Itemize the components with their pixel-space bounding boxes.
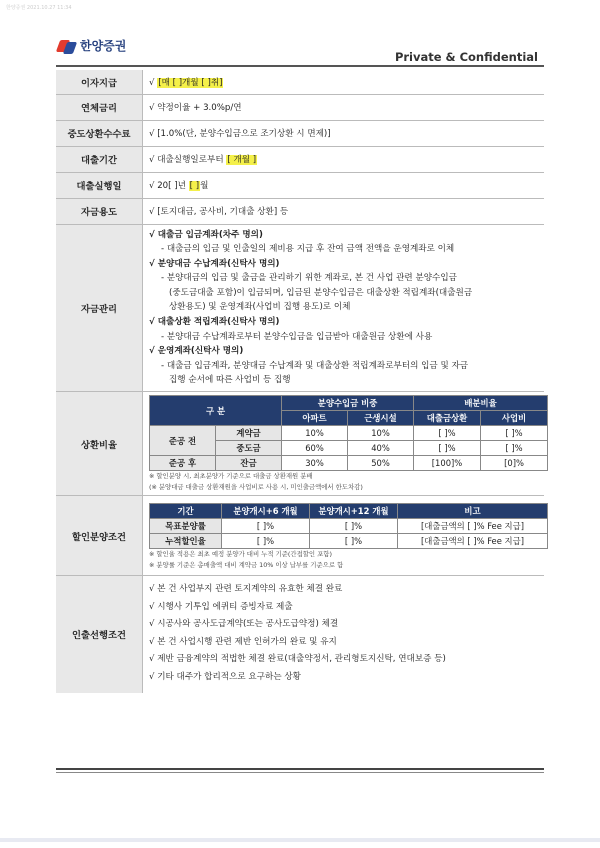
repayment-ratio-table <box>149 395 548 471</box>
confidential-label: Private & Confidential <box>394 50 538 64</box>
table-row <box>150 534 548 549</box>
faint-watermark: 한양증권 2021.10.27 11:34 <box>6 5 72 11</box>
table-row <box>150 426 548 441</box>
row-repayment-ratio <box>56 392 544 496</box>
row-name: 중도금 <box>216 441 282 456</box>
exec-suffix: 월 <box>200 181 209 191</box>
cell: [대출금액의 [ ]% Fee 지급] <box>398 519 548 534</box>
row-label: 상환비율 <box>56 392 143 496</box>
cell: 10% <box>282 426 348 441</box>
footnote: ※ 분양률 기준은 총매출액 대비 계약금 10% 이상 납부를 기준으로 함 <box>149 561 344 570</box>
row-interest <box>56 70 544 94</box>
row-label: 자금용도 <box>56 198 143 224</box>
fund-management-list <box>149 225 544 392</box>
cell: [0]% <box>481 456 548 471</box>
list-item-title: √ 대출금 입금계좌(차주 명의) <box>149 229 263 240</box>
row-label: 할인분양조건 <box>56 496 143 576</box>
prepay-value: √ [1.0%(단, 분양수입금으로 조기상환 시 면제)] <box>143 120 545 146</box>
exec-prefix: √ 20[ ]년 <box>149 181 186 191</box>
list-item-desc: 집행 순서에 따른 사업비 등 집행 <box>169 375 291 386</box>
discount-table <box>149 503 548 549</box>
term-sheet-table <box>56 70 544 693</box>
list-item: √ 본 건 사업시행 관련 제반 인허가의 완료 및 유지 <box>149 636 337 647</box>
list-item: √ 본 건 사업부지 관련 토지계약의 유효한 체결 완료 <box>149 584 343 595</box>
cell: [ ]% <box>481 441 548 456</box>
header-apartment: 아파트 <box>282 411 348 426</box>
cell: [ ]% <box>310 519 398 534</box>
row-usage <box>56 198 544 224</box>
row-label: 대출기간 <box>56 146 143 172</box>
row-name: 계약금 <box>216 426 282 441</box>
row-label: 이자지급 <box>56 70 143 94</box>
cell: 50% <box>348 456 414 471</box>
header-sales: 분양수입금 비중 <box>282 396 414 411</box>
row-exec <box>56 172 544 198</box>
overdue-value: √ 약정이율 + 3.0%p/연 <box>143 94 545 120</box>
footer-divider-thin <box>56 772 544 773</box>
list-item-desc: - 대출금의 입금 및 인출일의 제비용 지급 후 잔여 금액 전액을 운영계좌로 이체 <box>161 244 455 255</box>
footnote: ※ 할인율 적용은 최초 예정 분양가 대비 누적 기준(간접할인 포함) <box>149 550 332 559</box>
cell: 30% <box>282 456 348 471</box>
list-item-desc: 상환용도) 및 운영계좌(사업비 집행 용도)로 이체 <box>169 302 351 313</box>
scan-edge <box>0 838 600 842</box>
header-divider <box>56 65 544 67</box>
period-prefix: √ 대출실행일로부터 <box>149 155 224 165</box>
cell: [ ]% <box>481 426 548 441</box>
row-period <box>56 146 544 172</box>
list-item-title: √ 운영계좌(신탁사 명의) <box>149 346 244 357</box>
row-name: 누적할인율 <box>150 534 222 549</box>
after-completion-label: 준공 후 <box>150 456 216 471</box>
cell: 10% <box>348 426 414 441</box>
header-12-months: 분양개시+12 개월 <box>310 504 398 519</box>
list-item-title: √ 분양대금 수납계좌(신탁사 명의) <box>149 258 280 269</box>
header-loan-repay: 대출금상환 <box>414 411 481 426</box>
row-label: 자금관리 <box>56 224 143 392</box>
header-living-facility: 근생시설 <box>348 411 414 426</box>
cell: [ ]% <box>414 426 481 441</box>
header-remarks: 비고 <box>398 504 548 519</box>
cell: [ ]% <box>222 519 310 534</box>
footnote: ※ 할인분양 시, 최초분양가 기준으로 대출금 상환재원 분배 <box>149 472 313 481</box>
company-logo <box>58 37 126 54</box>
before-completion-label: 준공 전 <box>150 426 216 456</box>
cell: [100]% <box>414 456 481 471</box>
exec-value: [ ] <box>189 181 200 191</box>
cell: [ ]% <box>222 534 310 549</box>
list-item-desc: - 대출금 입금계좌, 분양대금 수납계좌 및 대출상환 적립계좌로부터의 입금 및 자금 <box>161 360 469 371</box>
footer-divider <box>56 768 544 770</box>
row-prepay <box>56 120 544 146</box>
row-name: 목표분양률 <box>150 519 222 534</box>
cell: 40% <box>348 441 414 456</box>
table-row <box>150 456 548 471</box>
cell: 60% <box>282 441 348 456</box>
logo-icon <box>58 38 76 54</box>
period-value: [ 개월 ] <box>227 155 257 165</box>
header-distribution: 배분비율 <box>414 396 548 411</box>
interest-value: [매 [ ]개월 [ ]취] <box>158 77 223 88</box>
list-item: √ 제반 금융계약의 적법한 체결 완료(대출약정서, 관리형토지신탁, 연대보증 등) <box>149 654 446 665</box>
logo-text: 한양증권 <box>80 39 127 53</box>
list-item-desc: - 분양대금 수납계좌로부터 분양수입금을 입금받아 대출원금 상환에 사용 <box>161 331 433 342</box>
header-6-months: 분양개시+6 개월 <box>222 504 310 519</box>
row-discount-conditions <box>56 496 544 576</box>
list-item: √ 시공사와 공사도급계약(또는 공사도급약정) 체결 <box>149 619 339 630</box>
list-item-title: √ 대출상환 적립계좌(신탁사 명의) <box>149 317 280 328</box>
list-item-desc: - 분양대금의 입금 및 출금을 관리하기 위한 계좌로, 본 건 사업 관련 분양수입금 <box>161 273 457 284</box>
row-label: 인출선행조건 <box>56 576 143 693</box>
list-item-desc: (중도금대출 포함)이 입금되며, 입금된 분양수입금은 대출상환 적립계좌(대출원금 <box>169 287 473 298</box>
header-category: 구 분 <box>150 396 282 426</box>
row-label: 중도상환수수료 <box>56 120 143 146</box>
header-business-cost: 사업비 <box>481 411 548 426</box>
conditions-list <box>149 576 544 693</box>
row-label: 대출실행일 <box>56 172 143 198</box>
row-label: 연체금리 <box>56 94 143 120</box>
cell: [ ]% <box>414 441 481 456</box>
row-drawdown-conditions <box>56 576 544 693</box>
row-fund-management <box>56 224 544 392</box>
list-item: √ 시행사 기투입 에퀴티 증빙자료 제출 <box>149 601 293 612</box>
cell: [대출금액의 [ ]% Fee 지급] <box>398 534 548 549</box>
header-period: 기간 <box>150 504 222 519</box>
list-item: √ 기타 대주가 합리적으로 요구하는 상황 <box>149 672 301 682</box>
check-mark: √ <box>149 77 155 88</box>
row-name: 잔금 <box>216 456 282 471</box>
table-row <box>150 519 548 534</box>
footnote: (※ 분양대금 대출금 상환재원을 사업비로 사용 시, 미인출금액에서 한도차감) <box>149 483 363 492</box>
cell: [ ]% <box>310 534 398 549</box>
usage-value: √ [토지대금, 공사비, 기대출 상환] 등 <box>143 198 545 224</box>
row-overdue <box>56 94 544 120</box>
